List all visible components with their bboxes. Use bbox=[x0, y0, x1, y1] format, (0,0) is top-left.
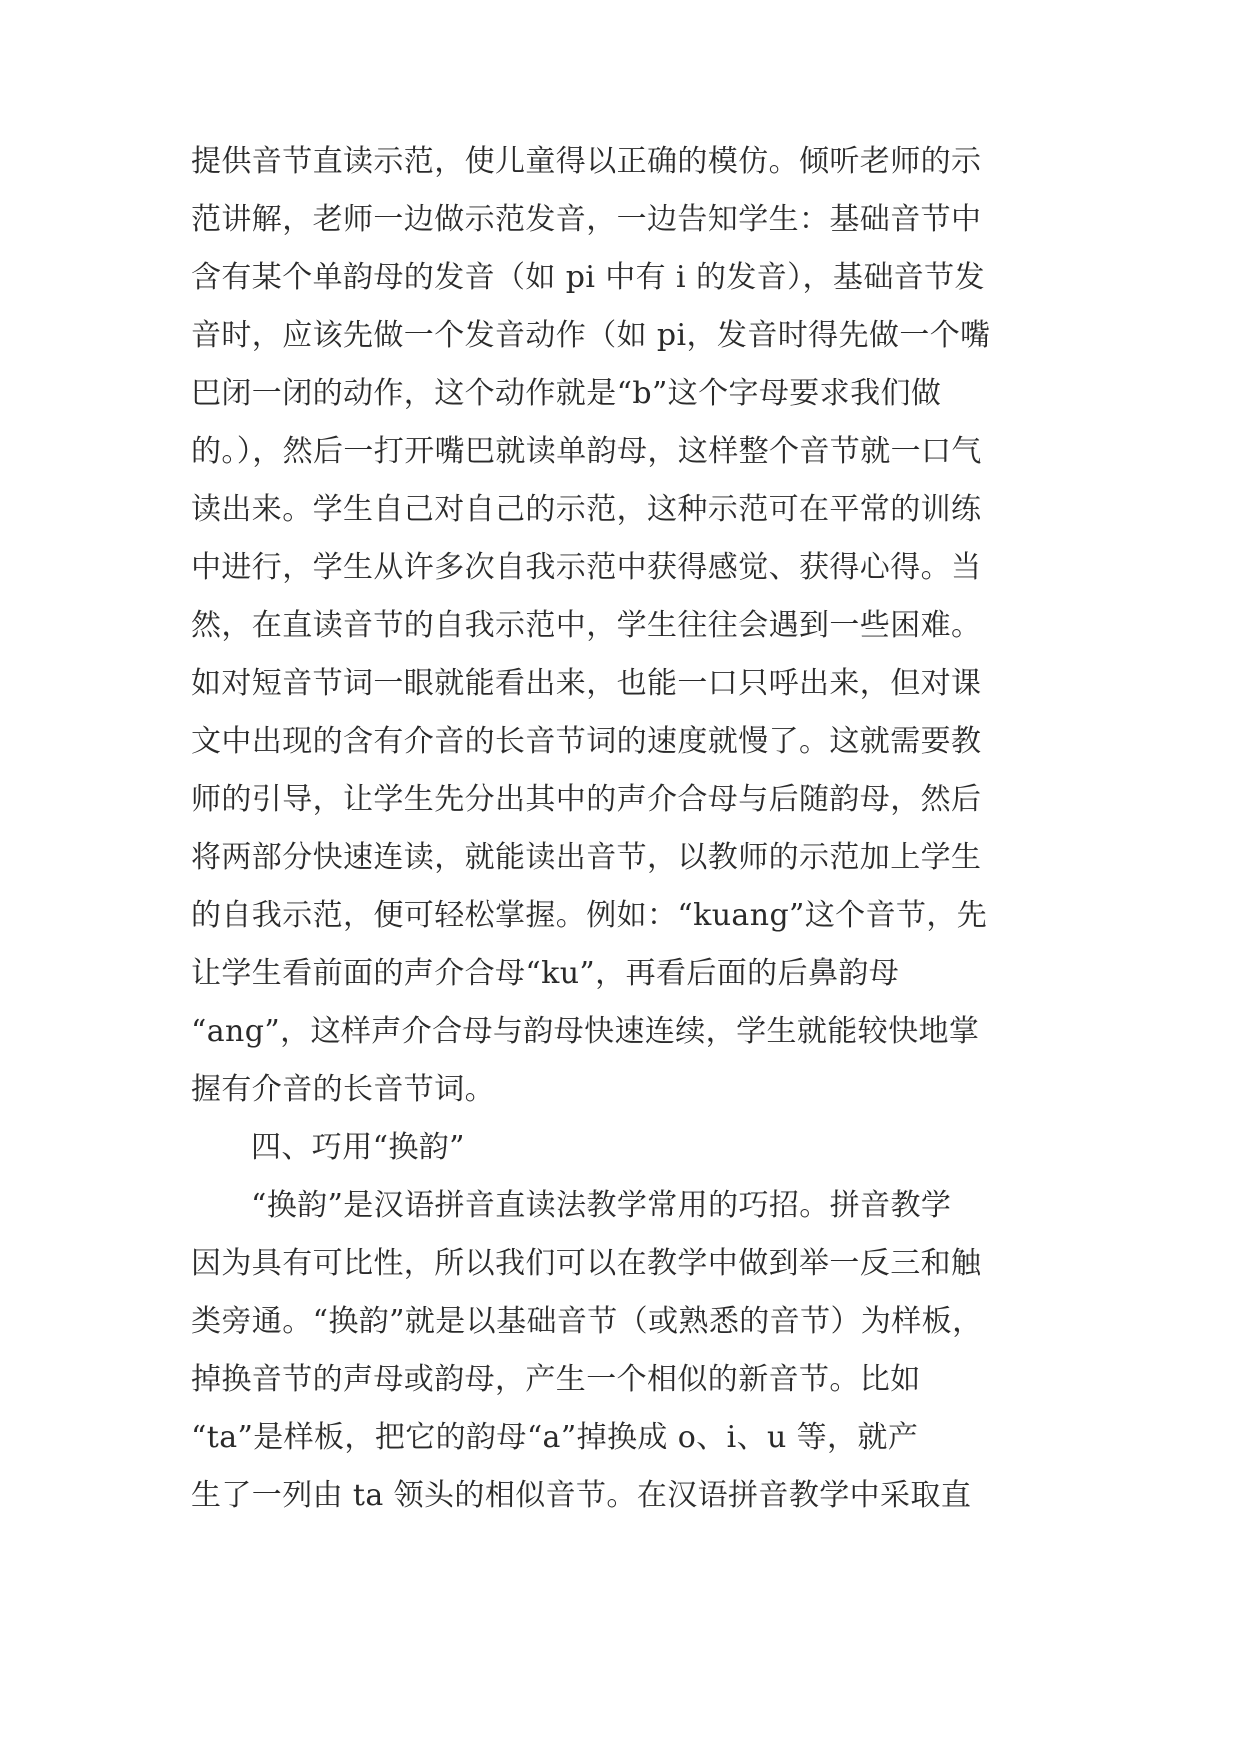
text-line: 如对短音节词一眼就能看出来，也能一口只呼出来，但对课 bbox=[191, 666, 982, 701]
text-line: 生了一列由 ta 领头的相似音节。在汉语拼音教学中采取直 bbox=[191, 1478, 972, 1513]
text-line: 文中出现的含有介音的长音节词的速度就慢了。这就需要教 bbox=[191, 724, 982, 759]
text-line: 范讲解，老师一边做示范发音，一边告知学生：基础音节中 bbox=[191, 202, 982, 237]
text-line: 让学生看前面的声介合母“ku”，再看后面的后鼻韵母 bbox=[191, 956, 900, 991]
text-line: 将两部分快速连读，就能读出音节，以教师的示范加上学生 bbox=[191, 840, 982, 875]
text-line: 的。），然后一打开嘴巴就读单韵母，这样整个音节就一口气 bbox=[191, 434, 982, 469]
text-line: 提供音节直读示范，使儿童得以正确的模仿。倾听老师的示 bbox=[191, 144, 982, 179]
text-line: 类旁通。“换韵”就是以基础音节（或熟悉的音节）为样板， bbox=[191, 1304, 983, 1339]
section-heading: 四、巧用“换韵” bbox=[251, 1130, 465, 1165]
text-line: 因为具有可比性，所以我们可以在教学中做到举一反三和触 bbox=[191, 1246, 982, 1281]
text-line: 巴闭一闭的动作，这个动作就是“b”这个字母要求我们做 bbox=[191, 376, 942, 411]
text-line: 音时，应该先做一个发音动作（如 pi，发音时得先做一个嘴 bbox=[191, 318, 991, 353]
text-line: 然，在直读音节的自我示范中，学生往往会遇到一些困难。 bbox=[191, 608, 982, 643]
text-line: 的自我示范，便可轻松掌握。例如：“kuang”这个音节，先 bbox=[191, 898, 988, 933]
text-line: “ta”是样板，把它的韵母“a”掉换成 o、i、u 等，就产 bbox=[191, 1420, 919, 1455]
paragraph-first-line: “换韵”是汉语拼音直读法教学常用的巧招。拼音教学 bbox=[251, 1188, 952, 1223]
text-line: 含有某个单韵母的发音（如 pi 中有 i 的发音），基础音节发 bbox=[191, 260, 985, 295]
text-line: 读出来。学生自己对自己的示范，这种示范可在平常的训练 bbox=[191, 492, 982, 527]
text-line: 掉换音节的声母或韵母，产生一个相似的新音节。比如 bbox=[191, 1362, 921, 1397]
text-line: 握有介音的长音节词。 bbox=[191, 1072, 495, 1107]
text-line: 中进行，学生从许多次自我示范中获得感觉、获得心得。当 bbox=[191, 550, 982, 585]
text-line: “ang”，这样声介合母与韵母快速连续，学生就能较快地掌 bbox=[191, 1014, 980, 1049]
text-line: 师的引导，让学生先分出其中的声介合母与后随韵母，然后 bbox=[191, 782, 982, 817]
